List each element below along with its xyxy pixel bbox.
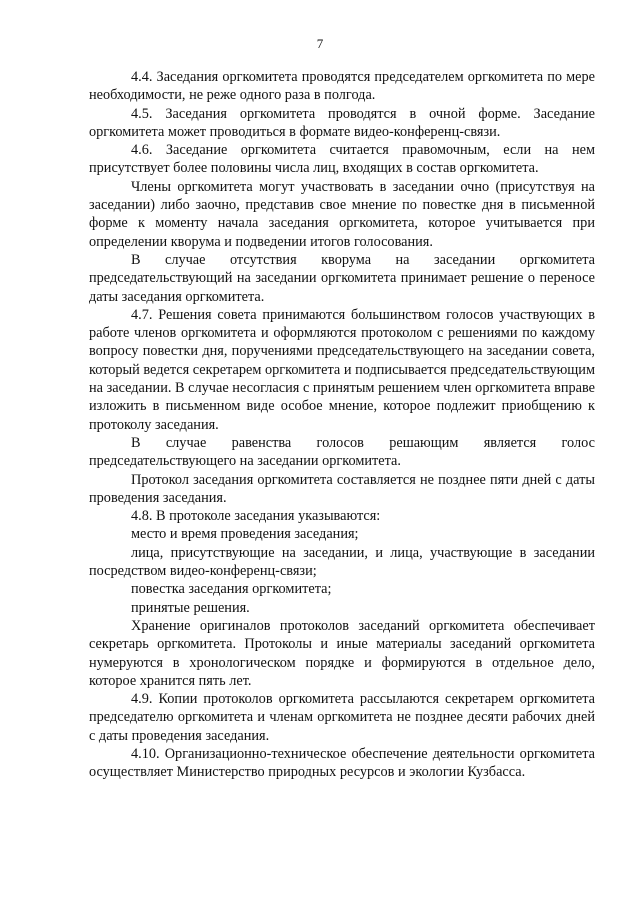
paragraph-4-7: 4.7. Решения совета принимаются большинством голосов участвующих в работе членов оргкомитета и оформляются протоколом с решениями по каждому вопросу повестки дня, поручениями председательствующего на заседании совета, который ведется секретарем оргкомитета и подписывается председательствующим на заседании. В случае несогласия с принятым решением член оргкомитета вправе изложить в письменном виде особое мнение, которое подлежит приобщению к протоколу заседания. (89, 306, 595, 433)
paragraph-4-4: 4.4. Заседания оргкомитета проводятся председателем оргкомитета по мере необходимости, не реже одного раза в полгода. (89, 69, 595, 104)
list-item-agenda: повестка заседания оргкомитета; (131, 581, 332, 598)
paragraph-no-quorum: В случае отсутствия кворума на заседании оргкомитета председательствующий на заседании оргкомитета принимает решение о переносе даты заседания оргкомитета. (89, 251, 595, 305)
paragraph-protocol-deadline: Протокол заседания оргкомитета составляется не позднее пяти дней с даты проведения заседания. (89, 471, 595, 506)
paragraph-4-6: 4.6. Заседание оргкомитета считается правомочным, если на нем присутствует более половины числа лиц, входящих в состав оргкомитета. (89, 142, 595, 177)
list-item-place-time: место и время проведения заседания; (131, 526, 359, 543)
paragraph-tie-vote: В случае равенства голосов решающим является голос председательствующего на заседании оргкомитета. (89, 434, 595, 470)
document-body (89, 68, 595, 782)
list-item-decisions: принятые решения. (131, 599, 250, 616)
paragraph-4-10: 4.10. Организационно-техническое обеспечение деятельности оргкомитета осуществляет Министерство природных ресурсов и экологии Кузбасса. (89, 745, 595, 781)
paragraph-4-9: 4.9. Копии протоколов оргкомитета рассылаются секретарем оргкомитета председателю оргкомитета и членам оргкомитета не позднее десяти рабочих дней с даты проведения заседания. (89, 691, 595, 744)
list-item-participants: лица, присутствующие на заседании, и лица, участвующие в заседании посредством видео-конференц-связи; (89, 544, 595, 580)
paragraph-4-5: 4.5. Заседания оргкомитета проводятся в очной форме. Заседание оргкомитета может проводиться в формате видео-конференц-связи. (89, 105, 595, 140)
paragraph-storage: Хранение оригиналов протоколов заседаний оргкомитета обеспечивает секретарь оргкомитета. Протоколы и иные материалы заседаний оргкомитета нумеруются в хронологическом порядке и формируются в отдельное дело, которое хранится пять лет. (89, 617, 595, 689)
paragraph-remote-participation: Члены оргкомитета могут участвовать в заседании очно (присутствуя на заседании) либо заочно, представив свое мнение по повестке дня в письменной форме к моменту начала заседания оргкомитета, которое учитывается при определении кворума и подведении итогов голосования. (89, 178, 595, 250)
paragraph-4-8: 4.8. В протоколе заседания указываются: (131, 508, 381, 525)
page-number: 7 (316, 36, 324, 51)
